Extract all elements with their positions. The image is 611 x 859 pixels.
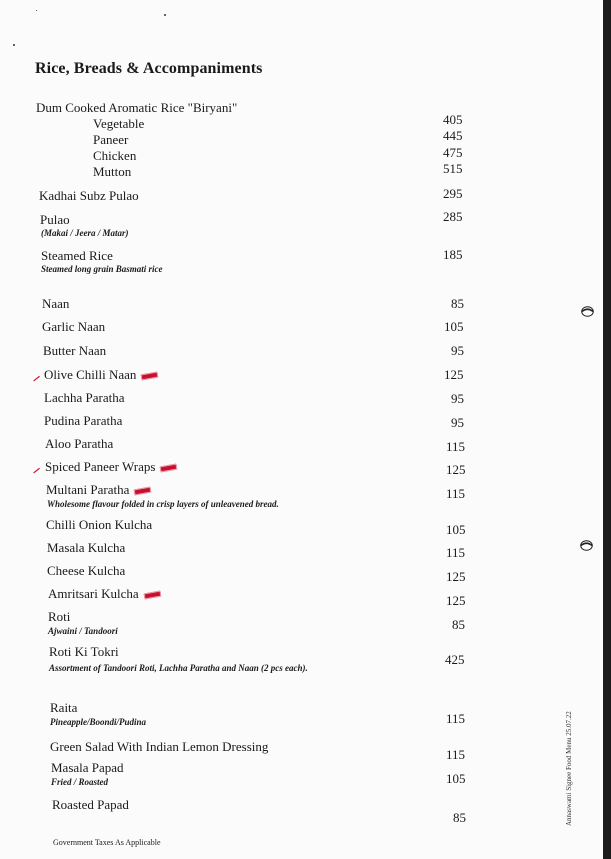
price: 85 (451, 296, 464, 311)
price: 115 (446, 545, 466, 560)
menu-item-name (45, 459, 177, 475)
speck (13, 44, 15, 46)
chef-special-badge (134, 487, 152, 496)
menu-item-name: Butter Naan (43, 343, 107, 358)
price: 425 (445, 652, 465, 667)
menu-item-desc: Assortment of Tandoori Roti, Lachha Paratha and Naan (2 pcs each). (49, 663, 308, 673)
price: 125 (446, 462, 466, 477)
price: 125 (446, 569, 466, 584)
price: 475 (443, 145, 463, 160)
menu-item-name (44, 367, 158, 383)
biryani-variant: Vegetable (93, 116, 145, 131)
menu-item-desc: Steamed long grain Basmati rice (41, 264, 163, 274)
price: 115 (446, 747, 466, 762)
menu-item-name: Roasted Papad (52, 797, 129, 812)
menu-item-label: Spiced Paneer Wraps (45, 459, 156, 474)
price: 105 (446, 522, 466, 537)
menu-item-name: Masala Kulcha (47, 540, 126, 555)
price: 95 (451, 391, 464, 406)
price: 125 (446, 593, 466, 608)
price: 125 (444, 367, 464, 382)
menu-item-label: Olive Chilli Naan (44, 367, 137, 382)
menu-item-name: Green Salad With Indian Lemon Dressing (50, 739, 269, 754)
menu-item-name: Pulao (40, 212, 70, 227)
menu-item-desc: Fried / Roasted (51, 777, 109, 787)
price: 95 (451, 343, 464, 358)
price: 115 (446, 486, 466, 501)
menu-item-label: Multani Paratha (46, 482, 130, 497)
menu-item-name: Pudina Paratha (44, 413, 123, 428)
menu-item-name: Garlic Naan (42, 319, 106, 334)
signature-mark: ⸝ (33, 368, 40, 383)
menu-item-name: Cheese Kulcha (47, 563, 126, 578)
biryani-variant: Chicken (93, 148, 137, 163)
speck (164, 14, 166, 16)
punch-hole-icon (581, 306, 594, 317)
menu-item-name: Steamed Rice (41, 248, 113, 263)
price: 115 (446, 439, 466, 454)
chef-special-badge (143, 591, 161, 600)
price: 105 (444, 319, 464, 334)
menu-item-desc: Pineapple/Boondi/Pudina (50, 717, 147, 727)
menu-item-name (46, 482, 151, 498)
price: 445 (443, 128, 463, 143)
price: 295 (443, 186, 463, 201)
menu-item-name: Chilli Onion Kulcha (46, 517, 153, 532)
menu-item-desc: (Makai / Jeera / Matar) (41, 228, 129, 238)
price: 515 (443, 161, 463, 176)
chef-special-badge (141, 372, 159, 381)
menu-item-name: Naan (42, 296, 70, 311)
signature-mark: ⸝ (33, 460, 40, 475)
menu-item-name (48, 586, 161, 602)
menu-item-name: Roti (48, 609, 71, 624)
price: 285 (443, 209, 463, 224)
biryani-variant: Mutton (93, 164, 132, 179)
section-title: Rice, Breads & Accompaniments (35, 60, 263, 77)
menu-code-note: Annaswami Signee Food Menu 25.07.22 (565, 711, 573, 826)
page-edge (603, 0, 611, 859)
biryani-heading: Dum Cooked Aromatic Rice "Biryani" (36, 100, 238, 115)
price: 95 (451, 415, 464, 430)
punch-hole-icon (580, 540, 593, 551)
menu-item-name: Masala Papad (51, 760, 124, 775)
menu-item-name: Kadhai Subz Pulao (39, 188, 139, 203)
taxes-note: Government Taxes As Applicable (53, 838, 161, 847)
price: 85 (452, 617, 465, 632)
price: 115 (446, 711, 466, 726)
menu-item-name: Aloo Paratha (45, 436, 114, 451)
menu-item-name: Lachha Paratha (44, 390, 125, 405)
chef-special-badge (160, 464, 178, 473)
speck (36, 10, 37, 11)
biryani-variant: Paneer (93, 132, 129, 147)
price: 85 (453, 810, 466, 825)
price: 105 (446, 771, 466, 786)
price: 405 (443, 112, 463, 127)
menu-item-desc: Wholesome flavour folded in crisp layers of unleavened bread. (47, 499, 279, 509)
price: 185 (443, 247, 463, 262)
menu-item-desc: Ajwaini / Tandoori (48, 626, 118, 636)
menu-item-label: Amritsari Kulcha (48, 586, 139, 601)
menu-item-name: Raita (50, 700, 78, 715)
menu-item-name: Roti Ki Tokri (49, 644, 119, 659)
